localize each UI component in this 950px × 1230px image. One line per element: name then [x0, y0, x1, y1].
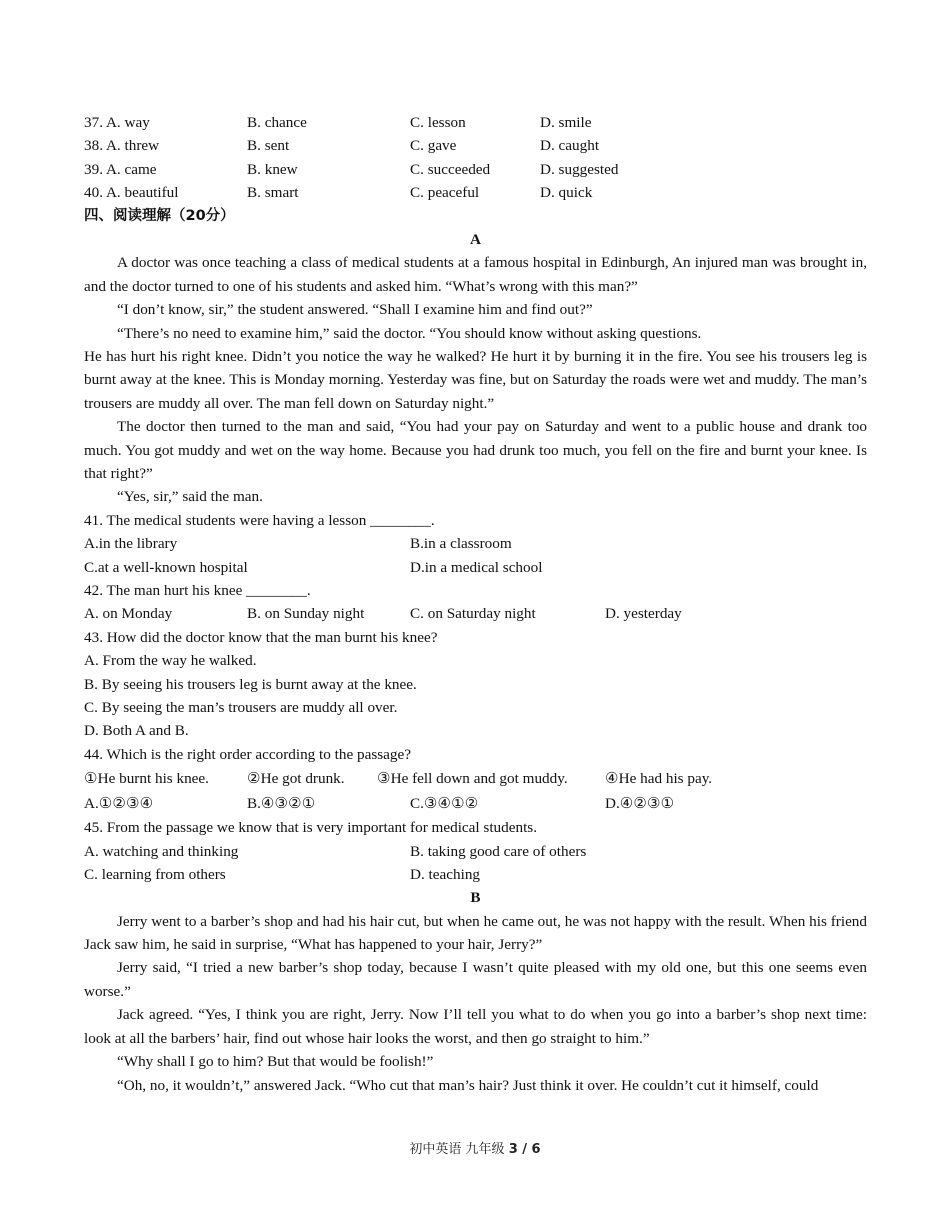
question-44-event-2: ②He got drunk.: [247, 770, 345, 788]
passage-b-paragraph-2: Jerry said, “I tried a new barber’s shop today, because I wasn’t quite pleased with my old one, but this one seems even worse.”: [84, 959, 867, 1000]
options-row-40: [84, 181, 867, 204]
option-37-c: C. lesson: [410, 114, 466, 131]
question-43-option-a: A. From the way he walked.: [84, 652, 257, 670]
question-44-event-4: ④He had his pay.: [605, 770, 713, 788]
question-44-option-d: D.④②③①: [605, 795, 675, 813]
question-44-row: [84, 791, 867, 816]
question-44-events: [84, 766, 867, 791]
options-row-39: [84, 158, 867, 181]
question-43-stem: 43. How did the doctor know that the man burnt his knee?: [84, 628, 438, 646]
passage-a-paragraph-3: “There’s no need to examine him,” said the doctor. “You should know without asking questions.: [117, 324, 702, 342]
passage-a-paragraph-2: “I don’t know, sir,” the student answered. “Shall I examine him and find out?”: [117, 301, 593, 319]
options-row-38: [84, 134, 867, 157]
question-45-row-1: [84, 840, 867, 863]
passage-b-paragraph-4: “Why shall I go to him? But that would be foolish!”: [117, 1053, 434, 1071]
question-42-option-d: D. yesterday: [605, 605, 682, 623]
passage-a-label: A: [470, 230, 481, 248]
option-37-a: 37. A. way: [84, 114, 150, 131]
page-content: [84, 111, 867, 1097]
question-45-option-a: A. watching and thinking: [84, 842, 239, 860]
page-footer: [0, 1138, 950, 1157]
option-40-c: C. peaceful: [410, 184, 480, 202]
question-41-row-1: [84, 532, 867, 555]
question-44-stem: 44. Which is the right order according to the passage?: [84, 745, 411, 763]
question-44-event-1: ①He burnt his knee.: [84, 770, 209, 788]
question-41-option-a: A.in the library: [84, 535, 178, 553]
question-41-option-c: C.at a well-known hospital: [84, 558, 248, 576]
question-45-stem: 45. From the passage we know that is very important for medical students.: [84, 819, 537, 837]
option-40-d: D. quick: [540, 184, 593, 202]
passage-a-paragraph-5: “Yes, sir,” said the man.: [117, 488, 263, 506]
question-41-option-b: B.in a classroom: [410, 535, 512, 553]
question-45-row-2: [84, 863, 867, 886]
question-44-option-b: B.④③②①: [247, 795, 316, 813]
question-42-option-b: B. on Sunday night: [247, 605, 365, 623]
question-45-option-d: D. teaching: [410, 865, 481, 883]
question-41-row-2: [84, 556, 867, 579]
option-38-c: C. gave: [410, 137, 457, 155]
option-37-d: D. smile: [540, 114, 592, 131]
option-40-a: 40. A. beautiful: [84, 184, 179, 202]
question-41-option-d: D.in a medical school: [410, 558, 543, 576]
passage-a-paragraph-1: A doctor was once teaching a class of medical students at a famous hospital in Edinburgh, An injured man was brought in, and the doctor turned to one of his students and asked him. “What’s wrong with this man?”: [84, 254, 867, 295]
question-43-option-c: C. By seeing the man’s trousers are muddy all over.: [84, 698, 398, 716]
passage-b-paragraph-5: “Oh, no, it wouldn’t,” answered Jack. “Who cut that man’s hair? Just think it over. He couldn’t cut it himself, could: [117, 1076, 819, 1094]
option-40-b: B. smart: [247, 184, 299, 202]
option-39-c: C. succeeded: [410, 160, 491, 178]
question-41-stem: 41. The medical students were having a lesson ________.: [84, 511, 435, 529]
question-42-stem: 42. The man hurt his knee ________.: [84, 581, 311, 599]
question-44-option-a: A.①②③④: [84, 795, 154, 813]
option-38-b: B. sent: [247, 137, 290, 155]
passage-b-paragraph-1: Jerry went to a barber’s shop and had his hair cut, but when he came out, he was not happy with the result. When his friend Jack saw him, he said in surprise, “What has happened to your hair, Jerry?”: [84, 912, 867, 954]
option-37-b: B. chance: [247, 114, 307, 131]
question-45-option-b: B. taking good care of others: [410, 842, 587, 860]
question-42-option-a: A. on Monday: [84, 605, 173, 623]
question-45-option-c: C. learning from others: [84, 865, 226, 883]
option-39-d: D. suggested: [540, 160, 619, 178]
question-43-option-d: D. Both A and B.: [84, 722, 189, 740]
option-38-d: D. caught: [540, 137, 600, 155]
section-heading: 四、阅读理解（20分）: [84, 207, 235, 224]
passage-b-label: B: [470, 889, 481, 907]
passage-b-paragraph-3: Jack agreed. “Yes, I think you are right, Jerry. Now I’ll tell you what to do when you go into a barber’s shop next time: look at all the barbers’ hair, find out whose hair looks the worst, and then go straight to him.”: [84, 1006, 867, 1047]
option-39-b: B. knew: [247, 160, 298, 178]
question-44-option-c: C.③④①②: [410, 795, 479, 813]
footer-text: 初中英语 九年级: [409, 1142, 509, 1157]
question-42-option-c: C. on Saturday night: [410, 605, 536, 623]
question-43-option-b: B. By seeing his trousers leg is burnt away at the knee.: [84, 675, 417, 693]
options-row-37: [84, 111, 867, 134]
question-42-row: [84, 602, 867, 625]
passage-a-paragraph-3-cont: He has hurt his right knee. Didn’t you notice the way he walked? He hurt it by burning it in the fire. You see his trousers leg is burnt away at the knee. This is Monday morning. Yesterday was fine, but on Saturday the roads were wet and muddy. The man’s trousers are muddy all over. The man fell down on Saturday night.”: [84, 347, 867, 412]
option-38-a: 38. A. threw: [84, 137, 160, 155]
question-44-event-3: ③He fell down and got muddy.: [377, 770, 568, 788]
option-39-a: 39. A. came: [84, 160, 157, 178]
passage-a-paragraph-4: The doctor then turned to the man and said, “You had your pay on Saturday and went to a public house and drank too much. You got muddy and wet on the way home. Because you had drunk too much, you fell on the fire and burnt your knee. Is that right?”: [84, 418, 867, 482]
footer-page-number: 3 / 6: [508, 1142, 541, 1157]
